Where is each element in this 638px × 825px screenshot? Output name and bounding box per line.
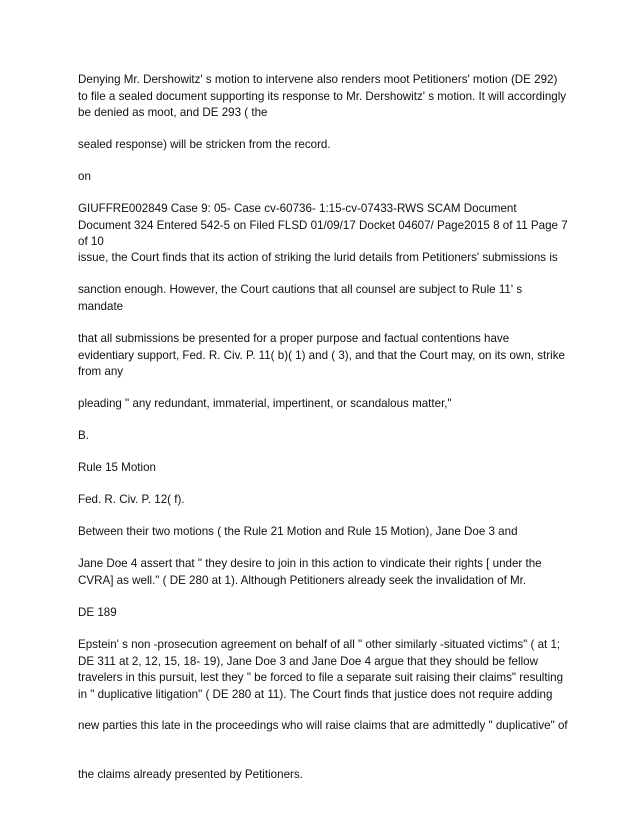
- paragraph-pleading-scandalous: pleading " any redundant, immaterial, impertinent, or scandalous matter,": [78, 397, 452, 410]
- paragraph-de-189: DE 189: [78, 606, 117, 619]
- paragraph-sanction-enough: sanction enough. However, the Court cautions that all counsel are subject to Rule 11' s mandate: [78, 283, 523, 313]
- paragraph-on: on: [78, 170, 91, 183]
- section-heading-rule-15-motion: Rule 15 Motion: [78, 461, 156, 474]
- section-letter-b: B.: [78, 429, 89, 442]
- paragraph-fed-r-civ-p-12f: Fed. R. Civ. P. 12( f).: [78, 493, 185, 506]
- paragraph-jane-doe-4-assert: Jane Doe 4 assert that " they desire to join in this action to vindicate their rights [ under the CVRA] as well." ( DE 280 at 1). Although Petitioners already seek the invalidation of Mr.: [78, 557, 542, 587]
- paragraph-dershowitz-motion-moot: Denying Mr. Dershowitz' s motion to intervene also renders moot Petitioners' motion (DE 292) to file a sealed document supporting its response to Mr. Dershowitz' s motion. It will accordingly be denied as moot, and DE 293 ( the: [78, 73, 567, 119]
- paragraph-new-parties-duplicative: new parties this late in the proceedings who will raise claims that are admittedly " duplicative" of: [78, 719, 568, 732]
- paragraph-claims-already-presented: the claims already presented by Petitioners.: [78, 768, 303, 781]
- paragraph-striking-lurid-details: issue, the Court finds that its action of striking the lurid details from Petitioners' submissions is: [78, 251, 558, 264]
- paragraph-between-two-motions: Between their two motions ( the Rule 21 Motion and Rule 15 Motion), Jane Doe 3 and: [78, 525, 518, 538]
- paragraph-proper-purpose: that all submissions be presented for a proper purpose and factual contentions have evidentiary support, Fed. R. Civ. P. 11( b)( 1) and ( 3), and that the Court may, on its own, strike from any: [78, 332, 565, 378]
- paragraph-sealed-response-stricken: sealed response) will be stricken from the record.: [78, 138, 331, 151]
- paragraph-non-prosecution-agreement: Epstein' s non -prosecution agreement on behalf of all " other similarly -situated victims" ( at 1; DE 311 at 2, 12, 15, 18- 19), Jane Doe 3 and Jane Doe 4 argue that they should be fellow travelers in this pursuit, lest they " be forced to file a separate suit raising their claims" resulting in " duplicative litigation" ( DE 280 at 11). The Court finds that justice does not require adding: [78, 638, 564, 701]
- paragraph-case-header: GIUFFRE002849 Case 9: 05- Case cv-60736- 1:15-cv-07433-RWS SCAM Document Document 324 Entered 542-5 on Filed FLSD 01/09/17 Docket 04607/ Page2015 8 of 11 Page 7 of 10: [78, 202, 568, 248]
